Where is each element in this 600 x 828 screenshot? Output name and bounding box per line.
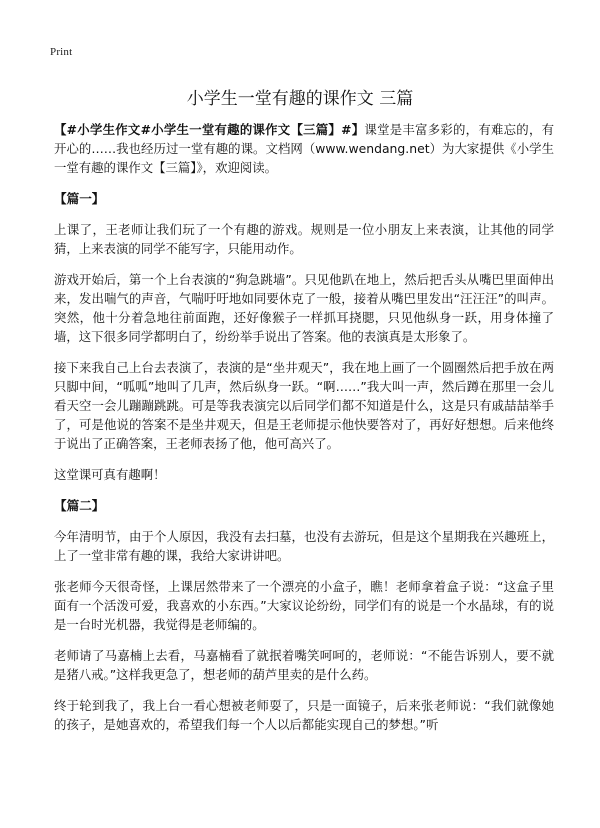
section-1-paragraph-3: 接下来我自己上台去表演了，表演的是“坐井观天”，我在地上画了一个圆圈然后把手放在两只脚中间，“呱呱”地叫了几声，然后纵身一跃。“啊……”我大叫一声，然后蹲在那里一会儿看天空一会儿蹦蹦跳跳。可是等我表演完以后同学们都不知道是什么，这是只有戚喆喆举手了，可是他说的答案不是坐井观天，但是王老师提示他快要答对了，再好好想想。后来他终于说出了正确答案，王老师表扬了他，他可高兴了。: [54, 360, 554, 451]
intro-text: 课堂是丰富多彩的，有难忘的，有开心的……我也经历过一堂有趣的课。文档网（www.wendang.net）为大家提供《小学生一堂有趣的课作文【三篇】》，欢迎阅读。: [54, 122, 554, 175]
article-body: [54, 120, 554, 746]
section-2-paragraph-1: 今年清明节，由于个人原因，我没有去扫墓，也没有去游玩，但是这个星期我在兴趣班上，上了一堂非常有趣的课，我给大家讲讲吧。: [54, 529, 554, 563]
intro-tag: 【#小学生作文#小学生一堂有趣的课作文【三篇】#】: [54, 122, 365, 137]
section-1-paragraph-1: 上课了，王老师让我们玩了一个有趣的游戏。规则是一位小朋友上来表演，让其他的同学猜，上来表演的同学不能写字，只能用动作。: [54, 222, 554, 256]
section-2-paragraph-3: 老师请了马嘉楠上去看，马嘉楠看了就抿着嘴笑呵呵的，老师说：“不能告诉别人，要不就是猪八戒。”这样我更急了，想老师的葫芦里卖的是什么药。: [54, 648, 554, 682]
intro-paragraph: [54, 120, 554, 177]
section-heading-2: 【篇二】: [54, 498, 105, 513]
section-2-paragraph-4: 终于轮到我了，我上台一看心想被老师耍了，只是一面镜子，后来张老师说：“我们就像她的孩子，是她喜欢的，希望我们每一个人以后都能实现自己的梦想。”听: [54, 698, 554, 732]
section-2-paragraph-2: 张老师今天很奇怪，上课居然带来了一个漂亮的小盒子，瞧！老师拿着盒子说：“这盒子里面有一个活泼可爱，我喜欢的小东西。”大家议论纷纷，同学们有的说是一个水晶球，有的说是一台时光机器，我觉得是老师编的。: [54, 579, 554, 632]
section-1-paragraph-4: 这堂课可真有趣啊！: [54, 467, 166, 482]
section-heading-1: 【篇一】: [54, 191, 105, 206]
document-title: 小学生一堂有趣的课作文 三篇: [186, 89, 414, 109]
print-label: Print: [50, 46, 73, 58]
section-1-paragraph-2: 游戏开始后，第一个上台表演的“狗急跳墙”。只见他趴在地上，然后把舌头从嘴巴里面伸出来，发出喘气的声音，气喘吁吁地如同要休克了一般，接着从嘴巴里发出“汪汪汪”的叫声。突然，他十分着急地往前面跑，还好像猴子一样抓耳挠腮，只见他纵身一跃，用身体撞了墙，这下很多同学都明白了，纷纷举手说出了答案。他的表演真是太形象了。: [54, 272, 554, 344]
